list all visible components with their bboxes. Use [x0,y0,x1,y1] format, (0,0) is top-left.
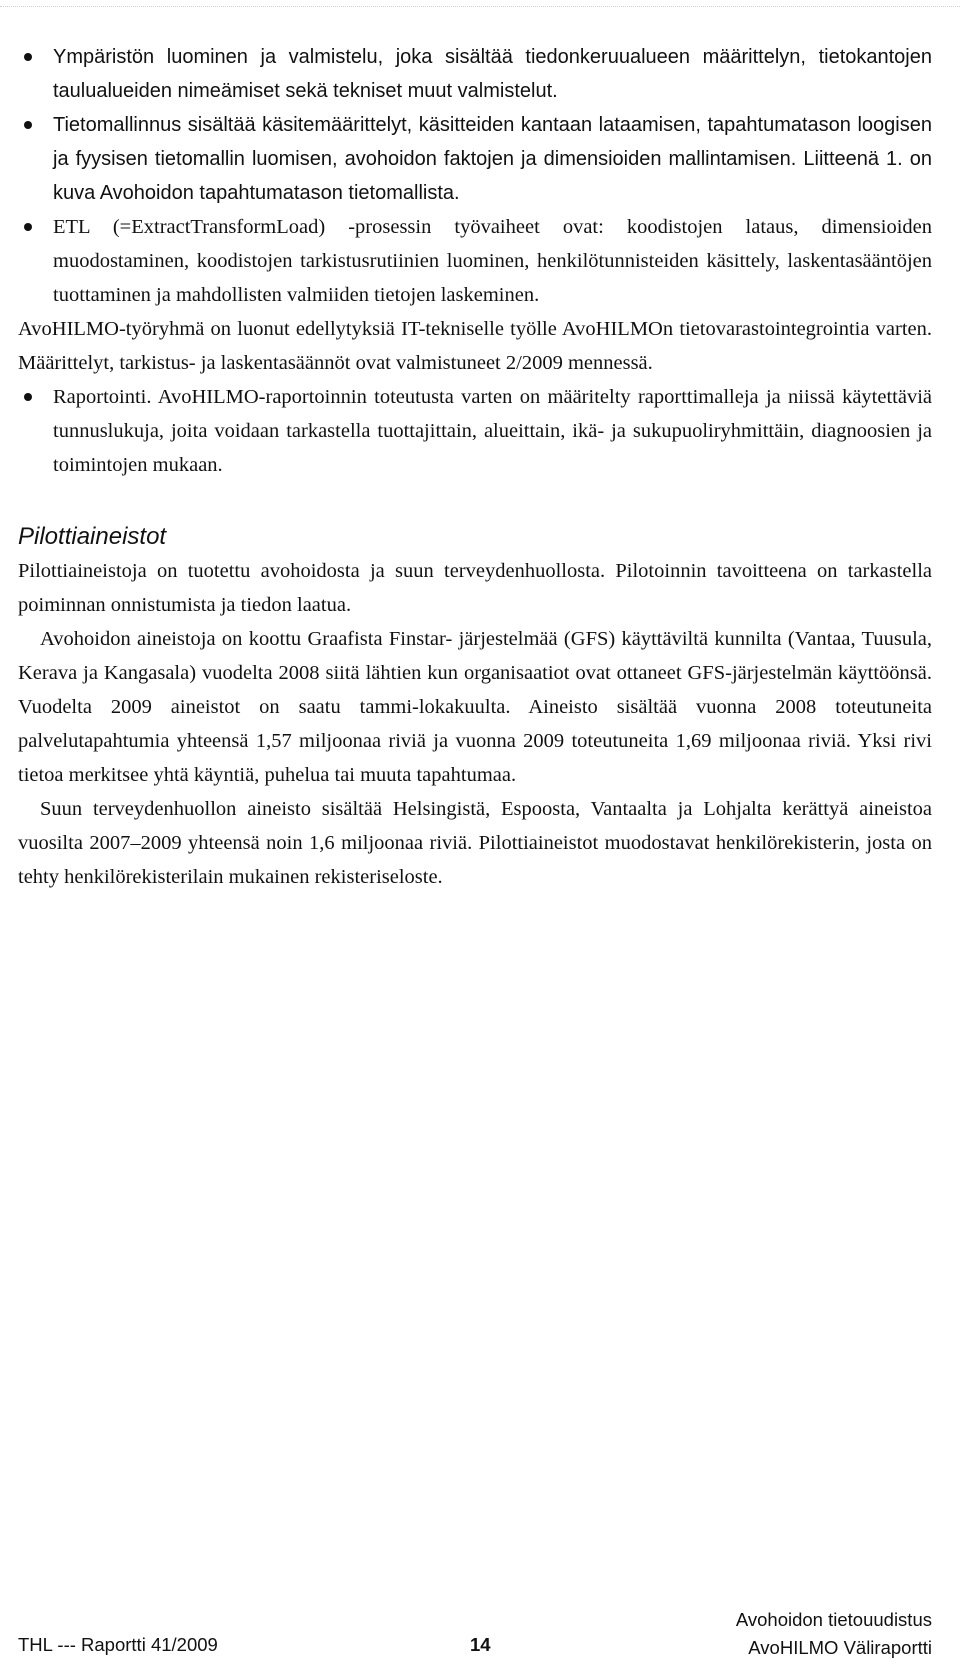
bullet-dot-icon [24,393,32,401]
bullet-text: Tietomallinnus sisältää käsitemäärittelyt, käsitteiden kantaan lataamisen, tapahtumatason loogisen ja fyysisen tietomallin luomisen, avohoidon faktojen ja dimensioiden mallintamisen. Liitteenä 1. on kuva Avohoidon tapahtumatason tietomallista. [53,114,932,204]
page-footer [18,1606,932,1662]
section-heading: Pilottiaineistot [18,523,167,550]
bullet-text: Raportointi. AvoHILMO-raportoinnin toteutusta varten on määritelty raporttimalleja ja niissä käytettäviä tunnuslukuja, joita voidaan tarkastella tuottajittain, alueittain, ikä- ja sukupuoliryhmittäin, diagnoosien ja toimintojen mukaan. [53,386,932,476]
bullet-dot-icon [24,53,32,61]
page-number: 14 [470,1634,491,1655]
paragraph-dental-data: Suun terveydenhuollon aineisto sisältää Helsingistä, Espoosta, Vantaalta ja Lohjalta kerättyä aineistoa vuosilta 2007–2009 yhteensä noin 1,6 miljoonaa riviä. Pilottiaineistot muodostavat henkilörekisterin, josta on tehty henkilörekisterilain mukainen rekisteriseloste. [18,798,932,888]
bullet-dot-icon [24,223,32,231]
footer-title-line2: AvoHILMO Väliraportti [748,1637,932,1658]
bullet-dot-icon [24,121,32,129]
footer-report-id: THL --- Raportti 41/2009 [18,1634,218,1655]
bullet-item-etl [18,210,932,312]
bullet-item-reporting [18,380,932,482]
bullet-item-data-modeling [18,108,932,210]
top-dotted-rule [0,6,960,7]
paragraph-avohoito-data: Avohoidon aineistoja on koottu Graafista Finstar- järjestelmää (GFS) käyttäviltä kunnilta (Vantaa, Tuusula, Kerava ja Kangasala) vuodelta 2008 siitä lähtien kun organisaatiot ovat ottaneet GFS-järjestelmän käyttöönsä. Vuodelta 2009 aineistot on saatu tammi-lokakuulta. Aineisto sisältää vuonna 2008 toteutuneita palvelutapahtumia yhteensä 1,57 miljoonaa riviä ja vuonna 2009 toteutuneita 1,69 miljoonaa riviä. Yksi rivi tietoa merkitsee yhtä käyntiä, puhelua tai muuta tapahtumaa. [18,628,932,786]
bullet-item-environment [18,40,932,108]
document-body [18,40,932,894]
footer-report-title [736,1606,932,1662]
bullet-list-top [18,40,932,312]
bullet-text: Ympäristön luominen ja valmistelu, joka sisältää tiedonkeruualueen määrittelyn, tietokantojen taulualueiden nimeämiset sekä tekniset muut valmistelut. [53,46,932,102]
footer-title-line1: Avohoidon tietouudistus [735,1609,932,1630]
paragraph-pilot-intro: Pilottiaineistoja on tuotettu avohoidosta ja suun terveydenhuollosta. Pilotoinnin tavoitteena on tarkastella poiminnan onnistumista ja tiedon laatua. [18,560,932,616]
paragraph-it-group: AvoHILMO-työryhmä on luonut edellytyksiä IT-tekniselle työlle AvoHILMOn tietovarastointegrointia varten. Määrittelyt, tarkistus- ja laskentasäännöt ovat valmistuneet 2/2009 mennessä. [18,318,932,374]
bullet-list-reporting [18,380,932,482]
bullet-text: ETL (=ExtractTransformLoad) -prosessin työvaiheet ovat: koodistojen lataus, dimensioiden muodostaminen, koodistojen tarkistusrutiinien luominen, henkilötunnisteiden käsittely, laskentasääntöjen tuottaminen ja mahdollisten valmiiden tietojen laskeminen. [53,216,932,306]
